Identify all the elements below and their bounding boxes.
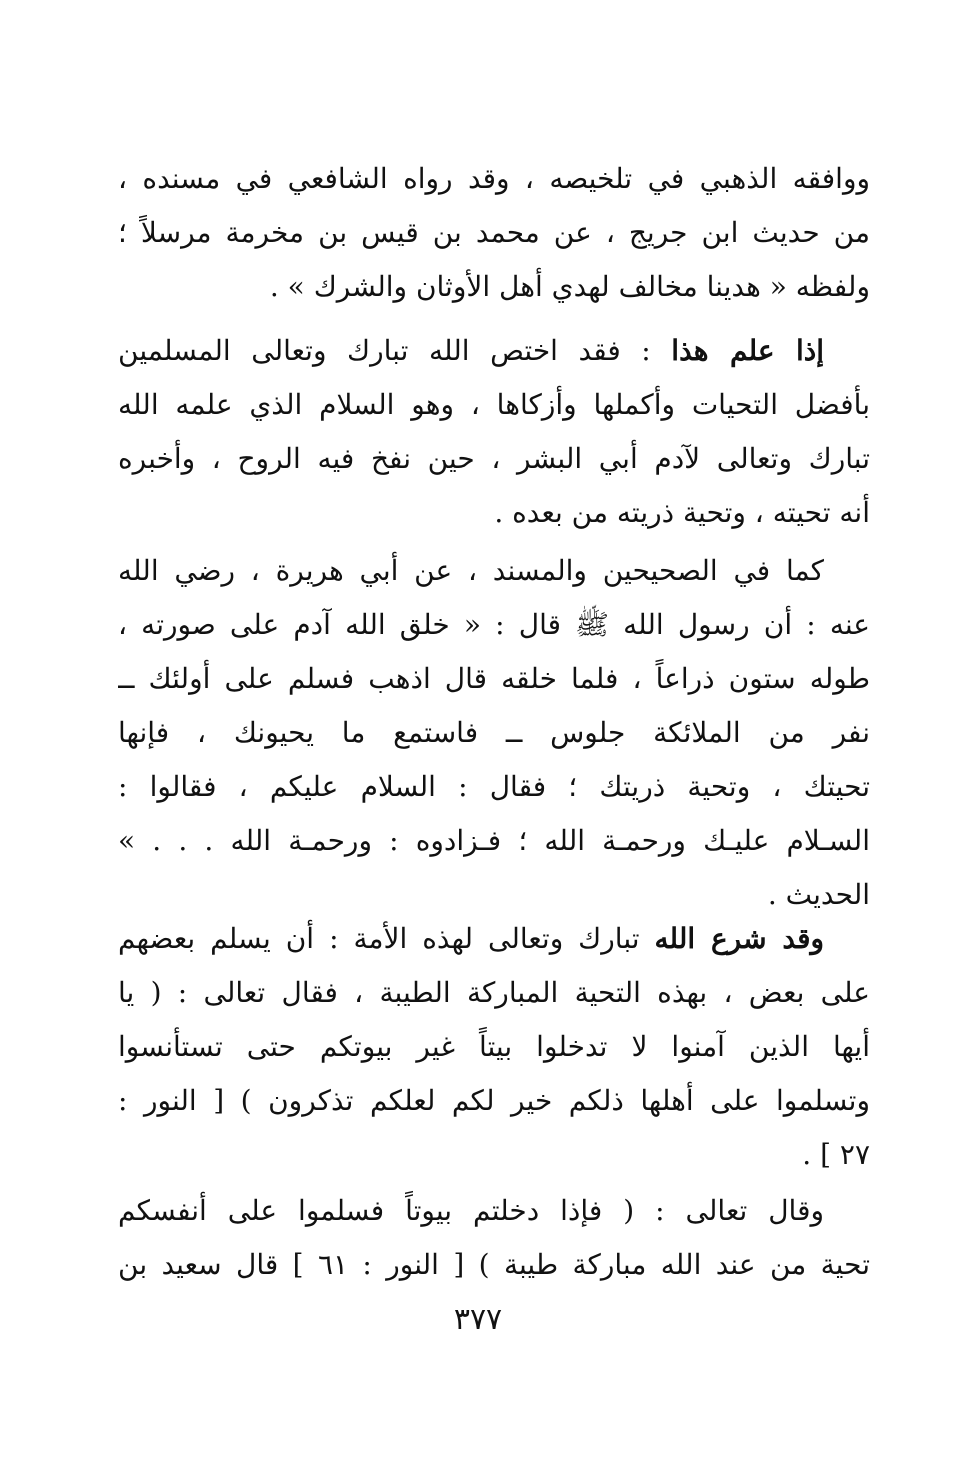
paragraph-4	[118, 912, 870, 1182]
paragraph-3-line-1	[118, 544, 870, 598]
paragraph-4-line-3: أيها الذين آمنوا لا تدخلوا بيتاً غير بيوتكم حتى تستأنسوا	[118, 1030, 870, 1063]
paragraph-3-line-7: الحديث .	[767, 878, 870, 911]
paragraph-2-lead: إذا علم هذا	[671, 334, 824, 367]
paragraph-4-line-1-text: تبارك وتعالى لهذه الأمة : أن يسلم بعضهم	[118, 922, 655, 955]
paragraph-2-line-1-text: : فقد اختص الله تبارك وتعالى المسلمين	[118, 334, 672, 367]
paragraph-3	[118, 544, 870, 922]
paragraph-2-line-2: بأفضل التحيات وأكملها وأزكاها ، وهو السلام الذي علمه الله	[118, 388, 870, 421]
paragraph-4-lead: وقد شرع الله	[654, 922, 825, 955]
paragraph-1-line-1: ووافقه الذهبي في تلخيصه ، وقد رواه الشافعي في مسنده ،	[118, 162, 870, 195]
paragraph-5-line-2: تحية من عند الله مباركة طيبة ) [ النور : ٦١ ] قال سعيد بن	[118, 1248, 870, 1281]
paragraph-4-line-5: ٢٧ ] .	[802, 1138, 870, 1171]
paragraph-4-line-2: على بعض ، بهذه التحية المباركة الطيبة ، فقال تعالى : ( يا	[118, 976, 870, 1009]
paragraph-1	[118, 152, 870, 314]
paragraph-5-line-1-text: وقال تعالى : ( فإذا دخلتم بيوتاً فسلموا على أنفسكم	[118, 1194, 824, 1227]
paragraph-3-line-2: عنه : أن رسول الله ﷺ قال : « خلق الله آدم على صورته ،	[118, 608, 870, 641]
paragraph-1-line-3: ولفظه « هدينا مخالف لهدي أهل الأوثان والشرك » .	[269, 270, 870, 303]
paragraph-2-line-4: أنه تحيته ، وتحية ذريته من بعده .	[494, 496, 870, 529]
paragraph-3-line-5: تحيتك ، وتحية ذريتك ؛ فقال : السلام عليكم ، فقالوا :	[118, 770, 870, 803]
paragraph-4-line-1	[118, 912, 870, 966]
paragraph-4-line-4: وتسلموا على أهلها ذلكم خير لكم لعلكم تذكرون ) [ النور :	[118, 1084, 870, 1117]
page-number: ٣٧٧	[453, 1302, 503, 1337]
paragraph-5-line-1	[118, 1184, 870, 1238]
paragraph-5	[118, 1184, 870, 1292]
paragraph-3-line-6: السـلام عليـك ورحمـة الله ؛ فـزادوه : ورحمـة الله . . . »	[118, 824, 870, 857]
paragraph-3-line-1-text: كما في الصحيحين والمسند ، عن أبي هريرة ، رضي الله	[118, 554, 824, 587]
paragraph-2	[118, 324, 870, 540]
paragraph-3-line-4: نفر من الملائكة جلوس ــ فاستمع ما يحيونك ، فإنها	[118, 716, 870, 749]
paragraph-2-line-1	[118, 324, 870, 378]
paragraph-3-line-3: طوله ستون ذراعاً ، فلما خلقه قال اذهب فسلم على أولئك ــ	[118, 662, 870, 695]
paragraph-1-line-2: من حديث ابن جريج ، عن محمد بن قيس بن مخرمة مرسلاً ؛	[118, 216, 870, 249]
paragraph-2-line-3: تبارك وتعالى لآدم أبي البشر ، حين نفخ فيه الروح ، وأخبره	[118, 442, 870, 475]
